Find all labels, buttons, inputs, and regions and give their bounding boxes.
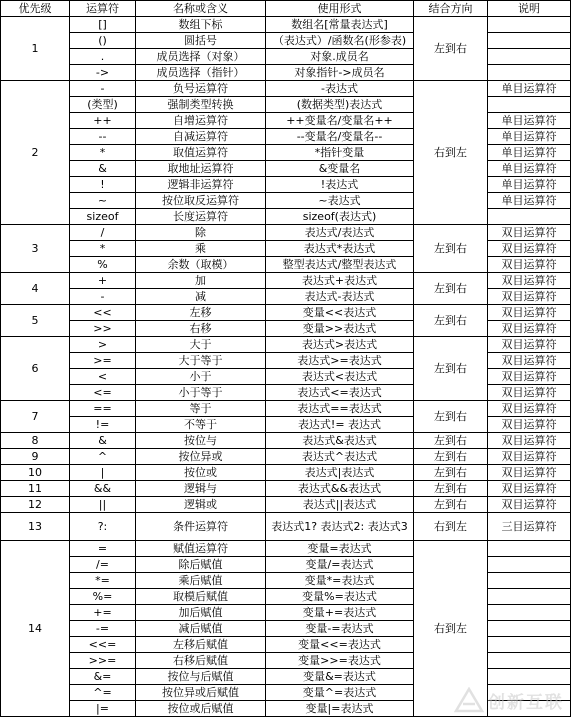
operator-cell: ~ (70, 193, 136, 209)
associativity-cell: 左到右 (414, 497, 488, 513)
table-row (1, 433, 571, 449)
usage-cell: 对象指针->成员名 (266, 65, 414, 81)
operator-cell: == (70, 401, 136, 417)
name-cell: 负号运算符 (136, 81, 266, 97)
description-cell: 双目运算符 (488, 353, 571, 369)
operator-cell: += (70, 605, 136, 621)
header-description: 说明 (488, 1, 571, 17)
usage-cell: 表达式!= 表达式 (266, 417, 414, 433)
usage-cell: 表达式<=表达式 (266, 385, 414, 401)
name-cell: 按位与 (136, 433, 266, 449)
operator-cell: << (70, 305, 136, 321)
operator-cell: /= (70, 557, 136, 573)
name-cell: 按位异或 (136, 449, 266, 465)
usage-cell: 变量%=表达式 (266, 589, 414, 605)
name-cell: 按位或 (136, 465, 266, 481)
usage-cell: 变量>>表达式 (266, 321, 414, 337)
table-row (1, 337, 571, 353)
usage-cell: 整型表达式/整型表达式 (266, 257, 414, 273)
description-cell: 双目运算符 (488, 465, 571, 481)
name-cell: 自减运算符 (136, 129, 266, 145)
operator-cell: + (70, 273, 136, 289)
description-cell: 双目运算符 (488, 225, 571, 241)
operator-cell: ?: (70, 513, 136, 541)
associativity-cell: 左到右 (414, 449, 488, 465)
operator-cell: | (70, 465, 136, 481)
usage-cell: 变量-=表达式 (266, 621, 414, 637)
name-cell: 除 (136, 225, 266, 241)
name-cell: 取值运算符 (136, 145, 266, 161)
associativity-cell: 左到右 (414, 273, 488, 305)
description-cell (488, 65, 571, 81)
description-cell: 双目运算符 (488, 257, 571, 273)
operator-cell: <= (70, 385, 136, 401)
name-cell: 条件运算符 (136, 513, 266, 541)
operator-cell: != (70, 417, 136, 433)
name-cell: 长度运算符 (136, 209, 266, 225)
description-cell: 单目运算符 (488, 113, 571, 129)
description-cell (488, 557, 571, 573)
description-cell: 单目运算符 (488, 145, 571, 161)
priority-cell: 1 (1, 17, 70, 81)
usage-cell: 表达式>表达式 (266, 337, 414, 353)
name-cell: 按位取反运算符 (136, 193, 266, 209)
operator-cell: & (70, 433, 136, 449)
associativity-cell: 左到右 (414, 17, 488, 81)
header-usage: 使用形式 (266, 1, 414, 17)
description-cell: 双目运算符 (488, 305, 571, 321)
operator-cell: (类型) (70, 97, 136, 113)
name-cell: 大于 (136, 337, 266, 353)
description-cell: 单目运算符 (488, 81, 571, 97)
name-cell: 加 (136, 273, 266, 289)
header-name: 名称或含义 (136, 1, 266, 17)
operator-cell: >= (70, 353, 136, 369)
usage-cell: -表达式 (266, 81, 414, 97)
description-cell (488, 97, 571, 113)
table-row (1, 17, 571, 33)
name-cell: 自增运算符 (136, 113, 266, 129)
usage-cell: 变量<<表达式 (266, 305, 414, 321)
table-row (1, 481, 571, 497)
operator-cell: ^ (70, 449, 136, 465)
operator-cell: *= (70, 573, 136, 589)
description-cell: 双目运算符 (488, 481, 571, 497)
usage-cell: *指针变量 (266, 145, 414, 161)
name-cell: 按位异或后赋值 (136, 685, 266, 701)
description-cell (488, 637, 571, 653)
usage-cell: 表达式&表达式 (266, 433, 414, 449)
usage-cell: 表达式==表达式 (266, 401, 414, 417)
usage-cell: 对象.成员名 (266, 49, 414, 65)
operator-cell: = (70, 541, 136, 557)
name-cell: 逻辑非运算符 (136, 177, 266, 193)
usage-cell: 变量*=表达式 (266, 573, 414, 589)
name-cell: 成员选择（指针） (136, 65, 266, 81)
operator-cell: & (70, 161, 136, 177)
operator-cell: ++ (70, 113, 136, 129)
operator-cell: * (70, 241, 136, 257)
usage-cell: 表达式/表达式 (266, 225, 414, 241)
priority-cell: 13 (1, 513, 70, 541)
table-row (1, 497, 571, 513)
usage-cell: 变量&=表达式 (266, 669, 414, 685)
description-cell: 双目运算符 (488, 433, 571, 449)
description-cell: 单目运算符 (488, 177, 571, 193)
operator-cell: % (70, 257, 136, 273)
name-cell: 加后赋值 (136, 605, 266, 621)
header-row (1, 1, 571, 17)
table-row (1, 541, 571, 557)
priority-cell: 8 (1, 433, 70, 449)
description-cell: 双目运算符 (488, 241, 571, 257)
usage-cell: 表达式||表达式 (266, 497, 414, 513)
usage-cell: 变量+=表达式 (266, 605, 414, 621)
description-cell: 双目运算符 (488, 337, 571, 353)
description-cell (488, 605, 571, 621)
usage-cell: !表达式 (266, 177, 414, 193)
description-cell: 双目运算符 (488, 369, 571, 385)
operator-cell: [] (70, 17, 136, 33)
operator-cell: &= (70, 669, 136, 685)
priority-cell: 9 (1, 449, 70, 465)
operator-cell: -> (70, 65, 136, 81)
associativity-cell: 右到左 (414, 513, 488, 541)
description-cell: 双目运算符 (488, 273, 571, 289)
usage-cell: ~表达式 (266, 193, 414, 209)
table-row (1, 513, 571, 541)
description-cell (488, 573, 571, 589)
header-operator: 运算符 (70, 1, 136, 17)
priority-cell: 2 (1, 81, 70, 225)
name-cell: 右移 (136, 321, 266, 337)
table-row (1, 305, 571, 321)
description-cell: 单目运算符 (488, 129, 571, 145)
name-cell: 右移后赋值 (136, 653, 266, 669)
operator-cell: sizeof (70, 209, 136, 225)
name-cell: 数组下标 (136, 17, 266, 33)
operator-cell: ^= (70, 685, 136, 701)
name-cell: 成员选择（对象） (136, 49, 266, 65)
usage-cell: ++变量名/变量名++ (266, 113, 414, 129)
table-row (1, 81, 571, 97)
priority-cell: 11 (1, 481, 70, 497)
associativity-cell: 左到右 (414, 337, 488, 401)
description-cell: 双目运算符 (488, 321, 571, 337)
name-cell: 按位或后赋值 (136, 701, 266, 717)
description-cell (488, 653, 571, 669)
description-cell: 单目运算符 (488, 161, 571, 177)
description-cell (488, 701, 571, 717)
usage-cell: 变量>>=表达式 (266, 653, 414, 669)
operator-cell: <<= (70, 637, 136, 653)
name-cell: 逻辑或 (136, 497, 266, 513)
description-cell: 三目运算符 (488, 513, 571, 541)
name-cell: 除后赋值 (136, 557, 266, 573)
associativity-cell: 左到右 (414, 225, 488, 273)
name-cell: 减后赋值 (136, 621, 266, 637)
priority-cell: 7 (1, 401, 70, 433)
usage-cell: &变量名 (266, 161, 414, 177)
operator-cell: > (70, 337, 136, 353)
description-cell: 双目运算符 (488, 417, 571, 433)
operator-cell: >> (70, 321, 136, 337)
name-cell: 大于等于 (136, 353, 266, 369)
name-cell: 取模后赋值 (136, 589, 266, 605)
usage-cell: 变量|=表达式 (266, 701, 414, 717)
name-cell: 小于 (136, 369, 266, 385)
priority-cell: 10 (1, 465, 70, 481)
name-cell: 乘 (136, 241, 266, 257)
usage-cell: (数据类型)表达式 (266, 97, 414, 113)
name-cell: 等于 (136, 401, 266, 417)
table-row (1, 273, 571, 289)
operator-cell: %= (70, 589, 136, 605)
header-associativity: 结合方向 (414, 1, 488, 17)
priority-cell: 14 (1, 541, 70, 717)
associativity-cell: 左到右 (414, 433, 488, 449)
header-priority: 优先级 (1, 1, 70, 17)
usage-cell: --变量名/变量名-- (266, 129, 414, 145)
priority-cell: 6 (1, 337, 70, 401)
operator-cell: - (70, 289, 136, 305)
description-cell: 双目运算符 (488, 449, 571, 465)
description-cell: 单目运算符 (488, 193, 571, 209)
associativity-cell: 左到右 (414, 401, 488, 433)
usage-cell: 表达式^表达式 (266, 449, 414, 465)
usage-cell: 表达式|表达式 (266, 465, 414, 481)
description-cell: 双目运算符 (488, 289, 571, 305)
usage-cell: 表达式*表达式 (266, 241, 414, 257)
name-cell: 强制类型转换 (136, 97, 266, 113)
usage-cell: sizeof(表达式) (266, 209, 414, 225)
associativity-cell: 左到右 (414, 305, 488, 337)
operator-cell: < (70, 369, 136, 385)
description-cell (488, 589, 571, 605)
table-body (1, 17, 571, 717)
associativity-cell: 右到左 (414, 541, 488, 717)
usage-cell: 表达式1? 表达式2: 表达式3 (266, 513, 414, 541)
name-cell: 取地址运算符 (136, 161, 266, 177)
priority-cell: 3 (1, 225, 70, 273)
table-row (1, 465, 571, 481)
description-cell (488, 685, 571, 701)
operator-cell: -- (70, 129, 136, 145)
operator-cell: -= (70, 621, 136, 637)
description-cell (488, 669, 571, 685)
associativity-cell: 右到左 (414, 81, 488, 225)
usage-cell: 表达式-表达式 (266, 289, 414, 305)
associativity-cell: 左到右 (414, 465, 488, 481)
description-cell: 双目运算符 (488, 385, 571, 401)
operator-cell: >>= (70, 653, 136, 669)
description-cell (488, 541, 571, 557)
usage-cell: 变量<<=表达式 (266, 637, 414, 653)
operator-cell: * (70, 145, 136, 161)
usage-cell: 表达式<表达式 (266, 369, 414, 385)
name-cell: 赋值运算符 (136, 541, 266, 557)
name-cell: 按位与后赋值 (136, 669, 266, 685)
description-cell (488, 621, 571, 637)
operator-cell: / (70, 225, 136, 241)
operator-cell: || (70, 497, 136, 513)
operator-cell: |= (70, 701, 136, 717)
name-cell: 左移后赋值 (136, 637, 266, 653)
operator-cell: && (70, 481, 136, 497)
usage-cell: 数组名[常量表达式] (266, 17, 414, 33)
name-cell: 不等于 (136, 417, 266, 433)
description-cell (488, 49, 571, 65)
usage-cell: 变量^=表达式 (266, 685, 414, 701)
description-cell: 双目运算符 (488, 401, 571, 417)
name-cell: 余数（取模） (136, 257, 266, 273)
description-cell: 双目运算符 (488, 497, 571, 513)
name-cell: 小于等于 (136, 385, 266, 401)
operator-cell: ! (70, 177, 136, 193)
priority-cell: 5 (1, 305, 70, 337)
table-row (1, 401, 571, 417)
description-cell (488, 33, 571, 49)
name-cell: 减 (136, 289, 266, 305)
priority-cell: 4 (1, 273, 70, 305)
associativity-cell: 左到右 (414, 481, 488, 497)
name-cell: 圆括号 (136, 33, 266, 49)
usage-cell: （表达式）/函数名(形参表) (266, 33, 414, 49)
operator-cell: . (70, 49, 136, 65)
usage-cell: 表达式&&表达式 (266, 481, 414, 497)
operator-cell: () (70, 33, 136, 49)
usage-cell: 变量/=表达式 (266, 557, 414, 573)
table-row (1, 225, 571, 241)
table-row (1, 449, 571, 465)
watermark-text: 创新互联 (488, 692, 564, 713)
name-cell: 左移 (136, 305, 266, 321)
name-cell: 逻辑与 (136, 481, 266, 497)
usage-cell: 表达式>=表达式 (266, 353, 414, 369)
description-cell (488, 17, 571, 33)
description-cell (488, 209, 571, 225)
priority-cell: 12 (1, 497, 70, 513)
operator-cell: - (70, 81, 136, 97)
usage-cell: 表达式+表达式 (266, 273, 414, 289)
name-cell: 乘后赋值 (136, 573, 266, 589)
usage-cell: 变量=表达式 (266, 541, 414, 557)
